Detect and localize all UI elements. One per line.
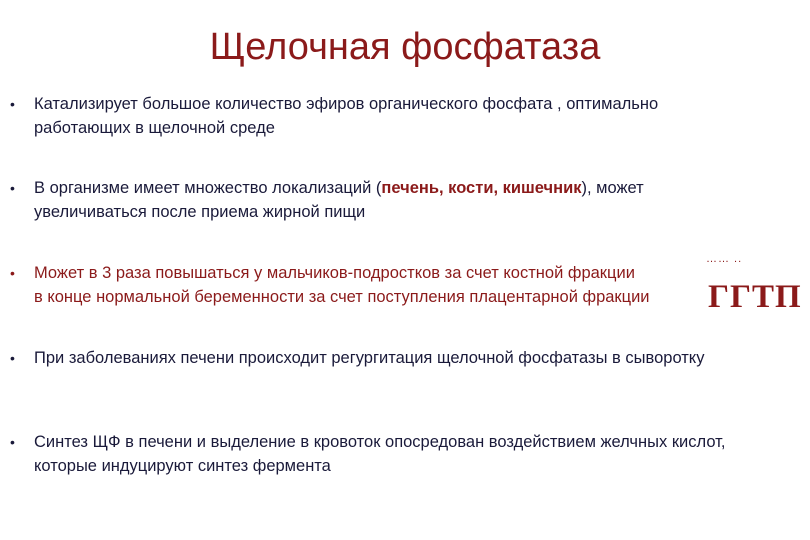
bullet-icon: •: [10, 265, 15, 281]
bullet-icon: •: [10, 96, 15, 112]
bullet-icon: •: [10, 350, 15, 366]
bullet-line-1: Может в 3 раза повышаться у мальчиков-подростков за счет костной фракции: [34, 264, 635, 282]
ggtp-label: ГГТП: [664, 274, 810, 320]
bullet-text: [34, 176, 730, 224]
bullet-text-after: ), может увеличиваться после приема жирной пищи: [34, 179, 644, 221]
highlighted-organs: печень, кости, кишечник: [381, 179, 582, 197]
bullet-text: При заболеваниях печени происходит регургитация щелочной фосфатазы в сыворотку: [34, 349, 705, 367]
bullet-text: Катализирует большое количество эфиров органического фосфата , оптимально работающих в щелочной среде: [34, 95, 659, 137]
bullet-icon: •: [10, 180, 15, 196]
bullet-text: [34, 261, 730, 309]
bullet-line-2: в конце нормальной беременности за счет поступления плацентарной фракции: [34, 288, 650, 306]
bullet-icon: •: [10, 434, 15, 450]
bullet-text: Синтез ЩФ в печени и выделение в кровоток опосредован воздействием желчных кислот, которые индуцируют синтез фермента: [34, 433, 726, 475]
slide-title: Щелочная фосфатаза: [209, 26, 601, 68]
overlay-dots: …… ..: [706, 253, 743, 265]
bullet-text-before: В организме имеет множество локализаций (: [34, 179, 382, 197]
